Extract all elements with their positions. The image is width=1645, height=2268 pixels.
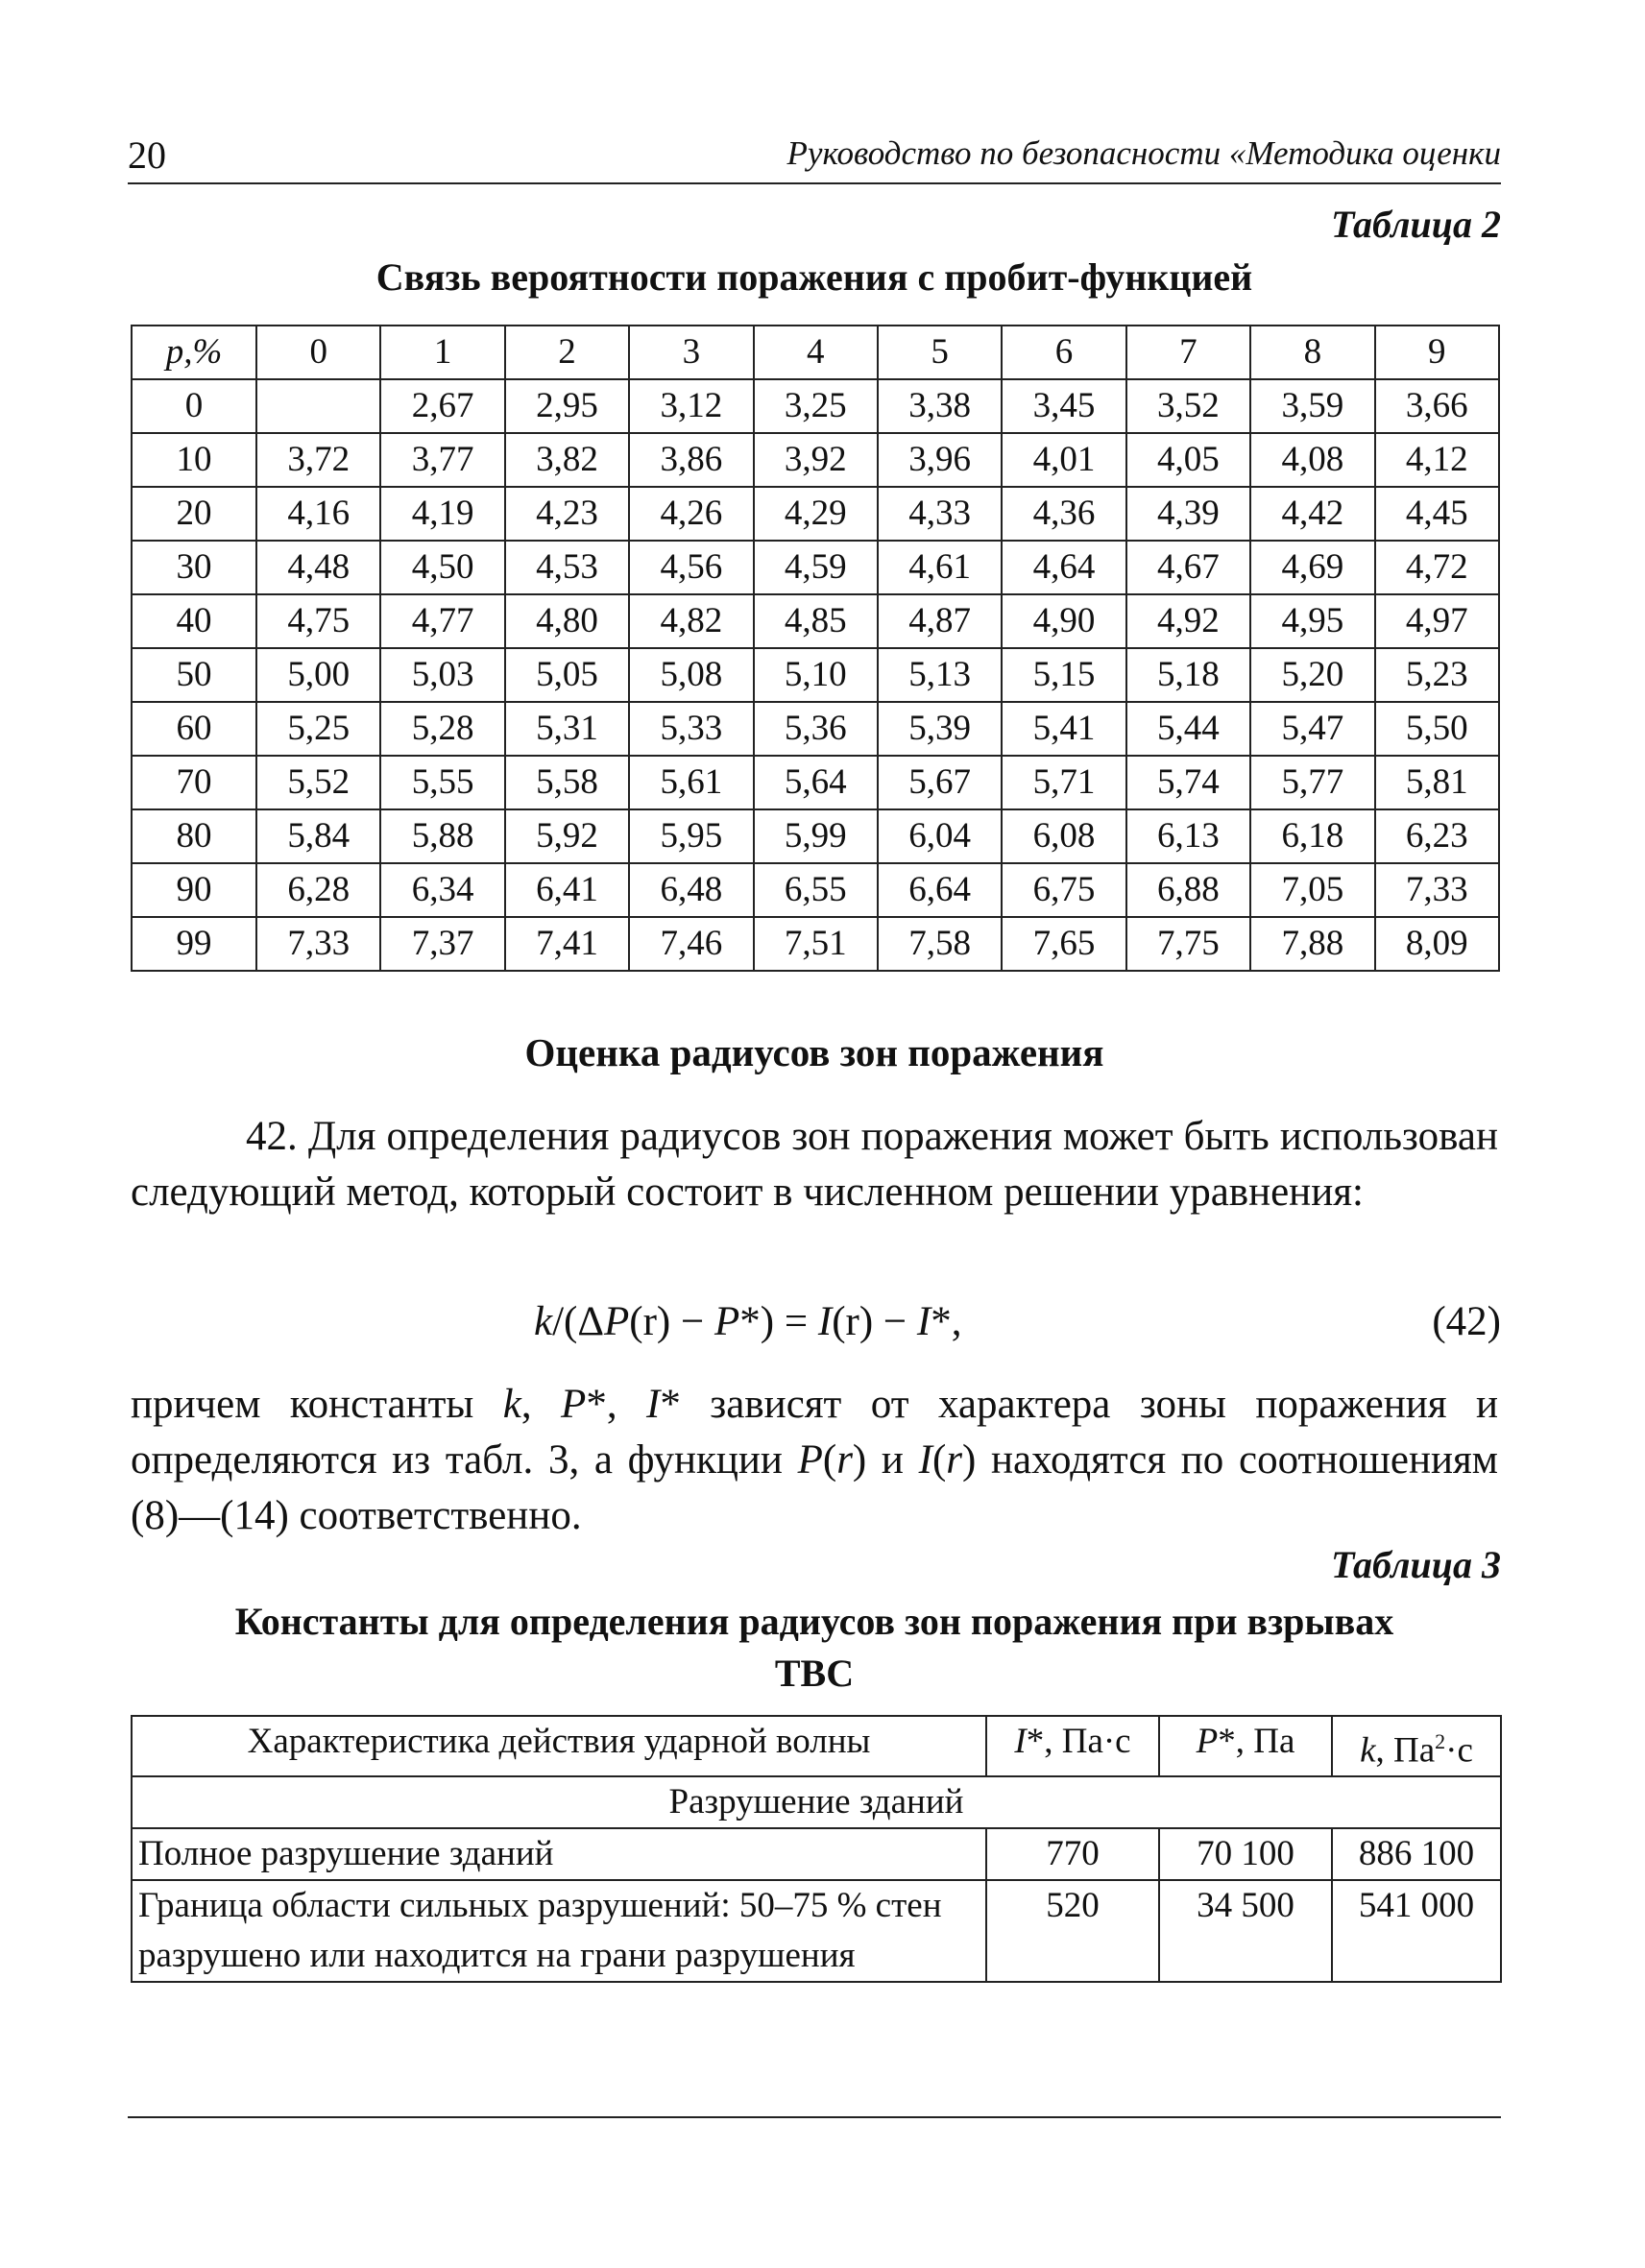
table-cell: 4,16	[256, 487, 380, 541]
table-cell: 4,69	[1250, 541, 1374, 594]
table2-label: Таблица 2	[1331, 203, 1501, 246]
table-row	[132, 863, 1499, 917]
header-I-unit: *, Па·с	[1026, 1722, 1131, 1761]
table-cell: 4,77	[380, 594, 504, 648]
text-run: ) и	[852, 1437, 919, 1483]
table-cell: 5,15	[1002, 648, 1125, 702]
table-row	[132, 1828, 1501, 1880]
table-row	[132, 648, 1499, 702]
symbol-k: k	[502, 1382, 521, 1427]
table-cell: 7,46	[629, 917, 753, 971]
table-row	[132, 487, 1499, 541]
table-cell: 3,77	[380, 433, 504, 487]
I-value-cell: 520	[986, 1880, 1159, 1982]
constants-table	[131, 1715, 1502, 1983]
table-header-cell: 2	[505, 326, 629, 379]
table-cell: 6,64	[878, 863, 1002, 917]
table-cell: 3,38	[878, 379, 1002, 433]
table-cell: 7,33	[256, 917, 380, 971]
table-cell: 4,26	[629, 487, 753, 541]
table-cell: 6,18	[1250, 809, 1374, 863]
table-header-cell: 4	[754, 326, 878, 379]
symbol-I: I	[918, 1437, 932, 1483]
P-value-cell: 34 500	[1159, 1880, 1332, 1982]
formula-P: P	[604, 1299, 630, 1344]
probit-table	[131, 325, 1500, 972]
table-cell: 5,61	[629, 756, 753, 809]
table-cell: 3,86	[629, 433, 753, 487]
table-cell: 6,75	[1002, 863, 1125, 917]
symbol-I: I	[646, 1382, 661, 1427]
table-cell: 4,97	[1375, 594, 1499, 648]
table-cell: 5,33	[629, 702, 753, 756]
section-title: Оценка радиусов зон поражения	[524, 1030, 1104, 1074]
table-cell: 4,64	[1002, 541, 1125, 594]
table-cell: 4,80	[505, 594, 629, 648]
row-label-cell: 40	[132, 594, 256, 648]
table-cell: 4,67	[1126, 541, 1250, 594]
table-cell: 3,92	[754, 433, 878, 487]
table-cell: 7,51	[754, 917, 878, 971]
table-cell: 5,47	[1250, 702, 1374, 756]
header-k-symbol: k	[1360, 1730, 1376, 1771]
table-row	[132, 917, 1499, 971]
table-cell: 2,95	[505, 379, 629, 433]
table-cell: 7,65	[1002, 917, 1125, 971]
table2-title: Связь вероятности поражения с пробит-функцией	[375, 255, 1253, 299]
table-cell: 4,23	[505, 487, 629, 541]
table-cell: 4,12	[1375, 433, 1499, 487]
table-cell: 4,48	[256, 541, 380, 594]
table-cell: 6,13	[1126, 809, 1250, 863]
table-header-cell: 8	[1250, 326, 1374, 379]
table-cell: 4,95	[1250, 594, 1374, 648]
table-cell: 4,01	[1002, 433, 1125, 487]
table-row	[132, 1880, 1501, 1982]
row-label-cell: 50	[132, 648, 256, 702]
table-cell: 5,05	[505, 648, 629, 702]
table-cell: 5,58	[505, 756, 629, 809]
table-cell: 5,25	[256, 702, 380, 756]
table-cell: 4,53	[505, 541, 629, 594]
formula-k: k	[534, 1299, 553, 1344]
table-row	[132, 594, 1499, 648]
table-row	[132, 433, 1499, 487]
table-cell: 7,88	[1250, 917, 1374, 971]
table-header-row	[132, 326, 1499, 379]
symbol-r: r	[946, 1437, 963, 1483]
footer-rule	[128, 2116, 1501, 2118]
paragraph-42	[131, 1109, 1498, 1220]
table-cell: 5,64	[754, 756, 878, 809]
table-cell: 5,03	[380, 648, 504, 702]
row-label-cell: 60	[132, 702, 256, 756]
table-cell: 5,23	[1375, 648, 1499, 702]
table-header-cell: p,%	[132, 326, 256, 379]
table3-title-line2: ТВС	[774, 1652, 855, 1695]
table-cell: 5,88	[380, 809, 504, 863]
subheader-buildings: Разрушение зданий	[132, 1776, 1501, 1828]
description-cell: Граница области сильных разрушений: 50–75 % стен разрушено или находится на грани разрушения	[132, 1880, 986, 1982]
table-cell: 2,67	[380, 379, 504, 433]
table-cell: 3,12	[629, 379, 753, 433]
table-header-cell: 3	[629, 326, 753, 379]
text-run: *,	[586, 1382, 647, 1427]
text-run: * зависят от характера зоны поражения и определяются из табл. 3, а функции	[131, 1382, 1498, 1483]
table-cell: 3,52	[1126, 379, 1250, 433]
equation-42	[534, 1298, 962, 1345]
table-cell: 7,58	[878, 917, 1002, 971]
header-P	[1159, 1716, 1332, 1776]
table-cell: 4,90	[1002, 594, 1125, 648]
table-cell: 6,55	[754, 863, 878, 917]
header-characteristic: Характеристика действия ударной волны	[132, 1716, 986, 1776]
formula-I: I	[817, 1299, 833, 1344]
row-label-cell: 0	[132, 379, 256, 433]
row-label-cell: 20	[132, 487, 256, 541]
table-cell: 4,85	[754, 594, 878, 648]
table-cell: 4,19	[380, 487, 504, 541]
table-row	[132, 379, 1499, 433]
table-cell: 4,82	[629, 594, 753, 648]
constants-header-row	[132, 1716, 1501, 1776]
I-value-cell: 770	[986, 1828, 1159, 1880]
table-cell: 3,45	[1002, 379, 1125, 433]
header-P-symbol: P	[1196, 1722, 1219, 1761]
table-cell: 7,75	[1126, 917, 1250, 971]
table-row	[132, 541, 1499, 594]
table-cell: 5,55	[380, 756, 504, 809]
symbol-P: P	[797, 1437, 823, 1483]
table-cell: 5,84	[256, 809, 380, 863]
table-row	[132, 756, 1499, 809]
table-cell: 4,50	[380, 541, 504, 594]
table-cell: 8,09	[1375, 917, 1499, 971]
table3-title-line1: Константы для определения радиусов зон поражения при взрывах	[234, 1600, 1394, 1643]
table-cell: 4,61	[878, 541, 1002, 594]
text-run: ,	[520, 1382, 562, 1427]
equation-number: (42)	[1432, 1299, 1501, 1344]
table-cell: 6,28	[256, 863, 380, 917]
table-cell	[256, 379, 380, 433]
table-cell: 5,28	[380, 702, 504, 756]
table-cell: 6,34	[380, 863, 504, 917]
table-cell: 3,59	[1250, 379, 1374, 433]
table-cell: 5,67	[878, 756, 1002, 809]
table-cell: 5,36	[754, 702, 878, 756]
paragraph-constants	[131, 1377, 1498, 1544]
constants-subheader-row	[132, 1776, 1501, 1828]
table-cell: 4,36	[1002, 487, 1125, 541]
table-cell: 4,08	[1250, 433, 1374, 487]
table-cell: 5,10	[754, 648, 878, 702]
formula-part: /(Δ	[552, 1299, 605, 1344]
k-value-cell: 886 100	[1332, 1828, 1501, 1880]
P-value-cell: 70 100	[1159, 1828, 1332, 1880]
running-title: Руководство по безопасности «Методика оценки	[786, 134, 1501, 172]
description-cell: Полное разрушение зданий	[132, 1828, 986, 1880]
table-cell: 4,05	[1126, 433, 1250, 487]
formula-part: (r) −	[832, 1299, 917, 1344]
table-header-cell: 0	[256, 326, 380, 379]
page-header	[128, 133, 1501, 184]
formula-part: *,	[931, 1299, 962, 1344]
table-cell: 4,29	[754, 487, 878, 541]
symbol-P: P	[561, 1382, 587, 1427]
table-cell: 4,92	[1126, 594, 1250, 648]
table-cell: 5,50	[1375, 702, 1499, 756]
table-cell: 5,00	[256, 648, 380, 702]
formula-part: (r) −	[629, 1299, 715, 1344]
header-k-sup: 2	[1435, 1729, 1446, 1753]
text-run: (	[822, 1437, 837, 1483]
table-header-cell: 6	[1002, 326, 1125, 379]
table-cell: 5,41	[1002, 702, 1125, 756]
table-cell: 5,18	[1126, 648, 1250, 702]
table-cell: 3,72	[256, 433, 380, 487]
table-cell: 5,08	[629, 648, 753, 702]
table-cell: 6,04	[878, 809, 1002, 863]
table-cell: 4,72	[1375, 541, 1499, 594]
table-header-cell: 5	[878, 326, 1002, 379]
row-label-cell: 80	[132, 809, 256, 863]
formula-Istar: I	[916, 1299, 931, 1344]
table-cell: 6,41	[505, 863, 629, 917]
table-cell: 5,20	[1250, 648, 1374, 702]
row-label-cell: 90	[132, 863, 256, 917]
table-cell: 3,25	[754, 379, 878, 433]
header-I	[986, 1716, 1159, 1776]
table-cell: 6,23	[1375, 809, 1499, 863]
table-cell: 6,08	[1002, 809, 1125, 863]
table-header-cell: 7	[1126, 326, 1250, 379]
table-cell: 5,95	[629, 809, 753, 863]
table-cell: 7,05	[1250, 863, 1374, 917]
row-label-cell: 10	[132, 433, 256, 487]
text-run: ) находятся по соотношениям (8)—(14) соответственно.	[131, 1437, 1499, 1538]
row-label-cell: 70	[132, 756, 256, 809]
table-cell: 4,87	[878, 594, 1002, 648]
table-cell: 5,31	[505, 702, 629, 756]
header-I-symbol: I	[1014, 1722, 1027, 1761]
page-number: 20	[128, 133, 166, 177]
table-cell: 5,77	[1250, 756, 1374, 809]
table-cell: 6,48	[629, 863, 753, 917]
table-cell: 4,39	[1126, 487, 1250, 541]
table-cell: 5,44	[1126, 702, 1250, 756]
table3-label: Таблица 3	[1331, 1543, 1501, 1586]
table-header-cell: 1	[380, 326, 504, 379]
formula-Pstar: P	[714, 1299, 740, 1344]
header-k	[1332, 1716, 1501, 1776]
table-cell: 4,33	[878, 487, 1002, 541]
table-row	[132, 702, 1499, 756]
table-row	[132, 809, 1499, 863]
paragraph-42-text: 42. Для определения радиусов зон поражения может быть использован следующий метод, который состоит в численном решении уравнения:	[131, 1114, 1498, 1215]
table-cell: 7,33	[1375, 863, 1499, 917]
table-cell: 4,75	[256, 594, 380, 648]
header-k-unit-end: ·с	[1445, 1730, 1473, 1771]
table-cell: 5,13	[878, 648, 1002, 702]
table-cell: 5,39	[878, 702, 1002, 756]
table-cell: 7,37	[380, 917, 504, 971]
table-cell: 4,56	[629, 541, 753, 594]
k-value-cell: 541 000	[1332, 1880, 1501, 1982]
table-cell: 5,92	[505, 809, 629, 863]
table-cell: 5,71	[1002, 756, 1125, 809]
table-cell: 5,74	[1126, 756, 1250, 809]
text-run: (	[931, 1437, 947, 1483]
row-label-cell: 30	[132, 541, 256, 594]
symbol-r: r	[836, 1437, 853, 1483]
table-cell: 3,66	[1375, 379, 1499, 433]
table-cell: 5,99	[754, 809, 878, 863]
table-cell: 4,59	[754, 541, 878, 594]
table-cell: 4,42	[1250, 487, 1374, 541]
table-cell: 3,82	[505, 433, 629, 487]
header-P-unit: *, Па	[1218, 1722, 1295, 1761]
header-k-unit: , Па	[1375, 1730, 1436, 1771]
table-cell: 3,96	[878, 433, 1002, 487]
table-header-cell: 9	[1375, 326, 1499, 379]
text-run: причем константы	[131, 1382, 503, 1427]
formula-part: *) =	[739, 1299, 818, 1344]
table-cell: 6,88	[1126, 863, 1250, 917]
table-cell: 7,41	[505, 917, 629, 971]
table-cell: 5,81	[1375, 756, 1499, 809]
table-cell: 5,52	[256, 756, 380, 809]
row-label-cell: 99	[132, 917, 256, 971]
table-cell: 4,45	[1375, 487, 1499, 541]
